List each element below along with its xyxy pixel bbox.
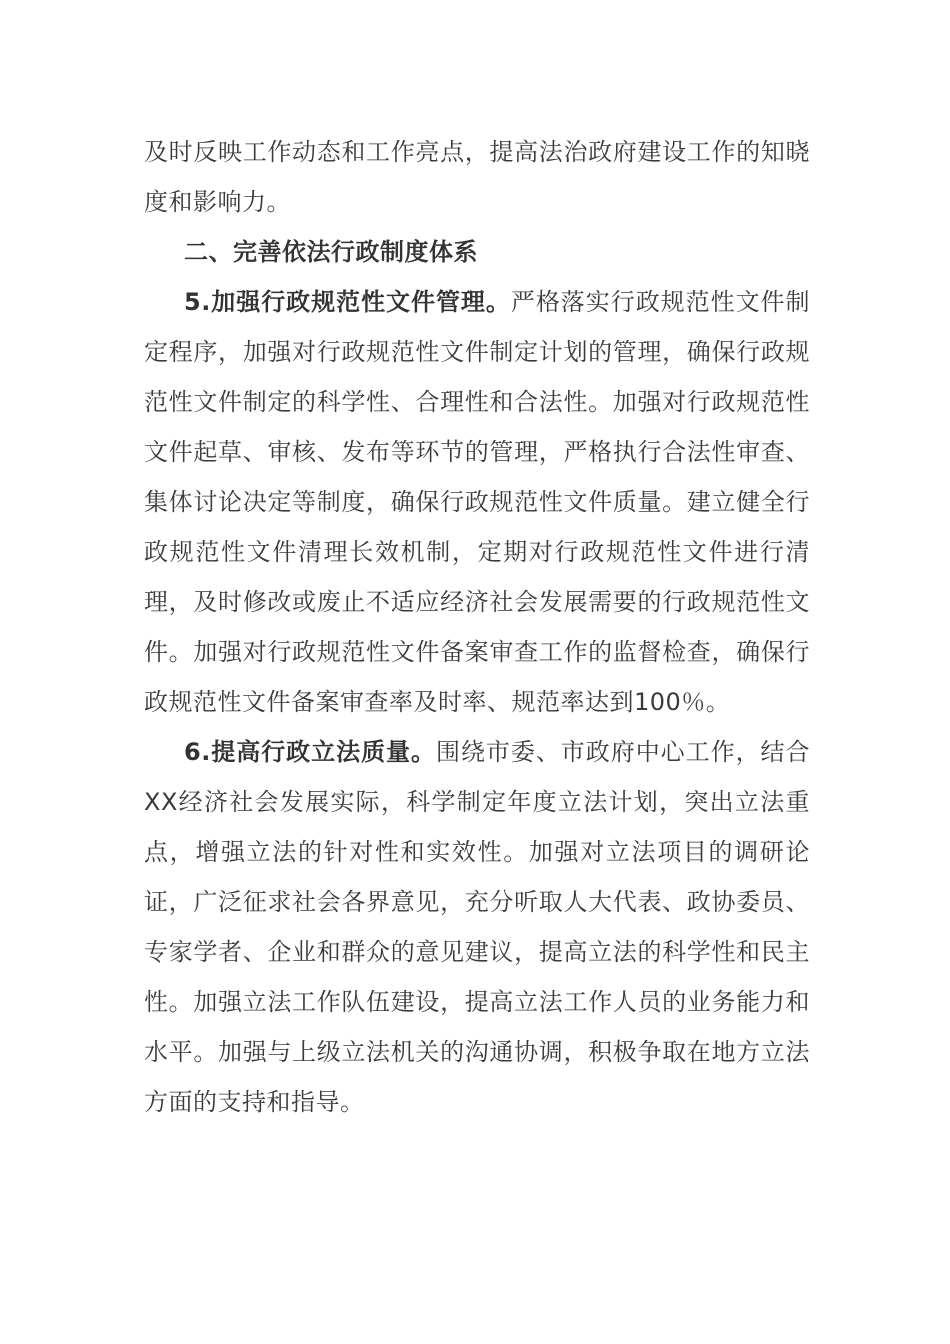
item-body-6: 围绕市委、市政府中心工作，结合XX经济社会发展实际，科学制定年度立法计划，突出立法重点，增强立法的针对性和实效性。加强对立法项目的调研论证，广泛征求社会各界意见，充分听取人大代表、政协委员、专家学者、企业和群众的意见建议，提高立法的科学性和民主性。加强立法工作队伍建设，提高立法工作人员的业务能力和水平。加强与上级立法机关的沟通协调，积极争取在地方立法方面的支持和指导。 bbox=[144, 738, 811, 1116]
item-lead-6: 6.提高行政立法质量。 bbox=[184, 738, 436, 766]
document-body bbox=[144, 127, 810, 1127]
section-heading: 二、完善依法行政制度体系 bbox=[184, 238, 478, 266]
item-body-5: 严格落实行政规范性文件制定程序，加强对行政规范性文件制定计划的管理，确保行政规范性文件制定的科学性、合理性和合法性。加强对行政规范性文件起草、审核、发布等环节的管理，严格执行合法性审查、集体讨论决定等制度，确保行政规范性文件质量。建立健全行政规范性文件清理长效机制，定期对行政规范性文件进行清理，及时修改或废止不适应经济社会发展需要的行政规范性文件。加强对行政规范性文件备案审查工作的监督检查，确保行政规范性文件备案审查率及时率、规范率达到100％。 bbox=[144, 288, 810, 716]
item-paragraph-6 bbox=[144, 727, 810, 1127]
continued-paragraph: 及时反映工作动态和工作亮点，提高法治政府建设工作的知晓度和影响力。 bbox=[144, 138, 810, 216]
item-paragraph-5 bbox=[144, 277, 810, 727]
item-lead-5: 5.加强行政规范性文件管理。 bbox=[184, 288, 511, 316]
